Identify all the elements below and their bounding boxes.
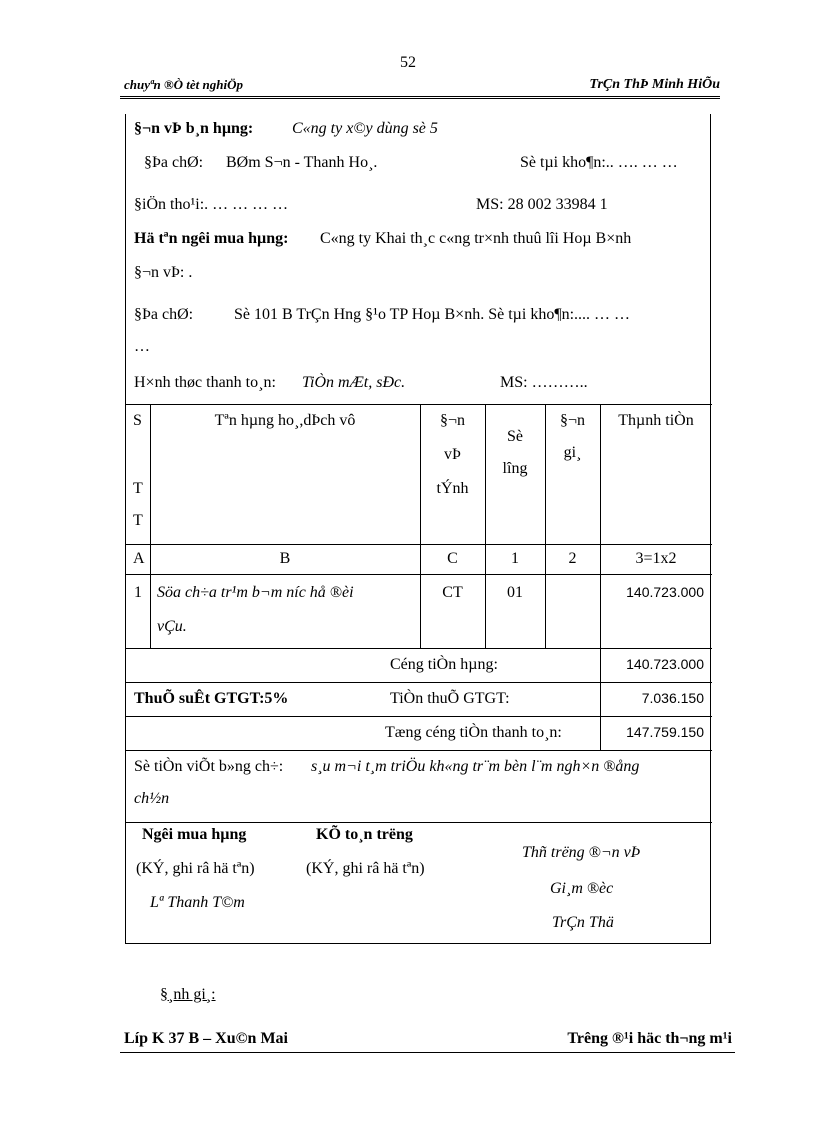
th-qty-2: lîng xyxy=(502,460,528,477)
table-header-line xyxy=(126,544,712,545)
buyer-address-cont: … xyxy=(134,338,150,355)
subtotal-line xyxy=(126,682,712,683)
seller-account: Sè tµi kho¶n:.. …. … … xyxy=(520,154,678,171)
col-divider-stt xyxy=(150,404,151,648)
payment-ms: MS: ……….. xyxy=(500,374,588,391)
header-left: chuyªn ®Ò tèt nghiÖp xyxy=(124,77,243,92)
th-stt-2: T xyxy=(133,480,143,497)
seller-address: BØm S¬n - Thanh Ho¸. xyxy=(226,154,378,171)
row-stt: 1 xyxy=(134,584,142,601)
code-1: 1 xyxy=(511,550,519,567)
buyer-address: Sè 101 B TrÇn Hng §¹o TP Hoµ B×nh. Sè tµi kho¶n:.... … … xyxy=(234,306,631,323)
table-top-line xyxy=(126,404,712,405)
th-unit-3: tÝnh xyxy=(436,480,469,497)
buyer-signature-title: Ngêi mua hµng xyxy=(142,826,247,843)
buyer-name: C«ng ty Khai th¸c c«ng tr×nh thuû lîi Hoµ B×nh xyxy=(320,230,632,247)
code-b: B xyxy=(279,550,291,567)
seller-tax-code: MS: 28 002 33984 1 xyxy=(476,196,608,213)
buyer-address-label: §Þa chØ: xyxy=(134,306,194,323)
vat-label: TiÒn thuÕ GTGT: xyxy=(390,690,510,707)
in-words-2: ch½n xyxy=(134,790,170,807)
th-stt-1: S xyxy=(133,412,142,429)
total-value: 147.759.150 xyxy=(626,724,704,740)
th-unit-1: §¬n xyxy=(439,412,466,429)
code-c: C xyxy=(447,550,458,567)
head-signature-title: Thñ trëng ®¬n vÞ xyxy=(522,844,641,861)
code-a: A xyxy=(133,550,145,567)
vat-rate: ThuÕ suÊt GTGT:5% xyxy=(134,690,289,707)
th-unit-2: vÞ xyxy=(444,446,461,463)
col-divider-name xyxy=(420,404,421,648)
payment-method: TiÒn mÆt, sÐc. xyxy=(302,374,406,391)
vat-line xyxy=(126,716,712,717)
th-name: Tªn hµng ho¸,dÞch vô xyxy=(214,412,356,429)
buyer-signature-note: (KÝ, ghi râ hä tªn) xyxy=(136,860,255,877)
accountant-signature-note: (KÝ, ghi râ hä tªn) xyxy=(306,860,425,877)
code-2: 2 xyxy=(568,550,577,567)
row-amount: 140.723.000 xyxy=(626,584,704,600)
header-divider xyxy=(120,96,720,99)
th-amount: Thµnh tiÒn xyxy=(618,412,694,429)
row-unit: CT xyxy=(442,584,463,601)
buyer-signature-name: Lª Thanh T©m xyxy=(150,894,245,911)
in-words-label: Sè tiÒn viÕt b»ng ch÷: xyxy=(134,758,284,775)
seller-name: C«ng ty x©y dùng sè 5 xyxy=(292,120,438,137)
th-price-1: §¬n xyxy=(559,412,586,429)
table-row-line xyxy=(126,648,712,649)
total-line xyxy=(126,750,712,751)
header-right: TrÇn ThÞ Minh HiÕu xyxy=(589,77,720,92)
th-qty-1: Sè xyxy=(507,428,523,445)
footer-divider xyxy=(120,1052,735,1053)
vat-value: 7.036.150 xyxy=(641,690,704,706)
th-price-2: gi¸ xyxy=(563,444,582,461)
buyer-unit: §¬n vÞ: . xyxy=(134,264,193,281)
buyer-label: Hä tªn ngêi mua hµng: xyxy=(134,230,289,247)
subtotal-label: Céng tiÒn hµng: xyxy=(390,656,498,673)
in-words-1: s¸u m¬i t¸m triÖu kh«ng tr¨m bèn l¨m ngh×n ®ång xyxy=(311,758,640,775)
seller-label: §¬n vÞ b¸n hµng: xyxy=(134,120,254,137)
code-3: 3=1x2 xyxy=(635,550,677,567)
th-stt-3: T xyxy=(133,512,143,529)
payment-label: H×nh thøc thanh to¸n: xyxy=(134,374,276,391)
footer-right: Trêng ®¹i häc th¬ng m¹i xyxy=(567,1030,732,1047)
page-number: 52 xyxy=(400,54,416,71)
head-signature-role: Gi¸m ®èc xyxy=(550,880,614,897)
footer-left: Líp K 37 B – Xu©n Mai xyxy=(124,1030,288,1047)
head-signature-name: TrÇn Thä xyxy=(552,914,614,931)
evaluation-label: §¸nh gi¸: xyxy=(160,986,216,1003)
accountant-signature-title: KÕ to¸n trëng xyxy=(316,826,413,843)
table-code-line xyxy=(126,574,712,575)
words-line xyxy=(126,822,712,823)
seller-phone: §iÖn tho¹i:. … … … … xyxy=(134,196,289,213)
subtotal-value: 140.723.000 xyxy=(626,656,704,672)
row-name-1: Söa ch÷a tr¹m b¬m níc hå ®èi xyxy=(157,584,354,601)
col-divider-qty xyxy=(545,404,546,648)
invoice-box xyxy=(125,114,711,944)
row-name-2: vÇu. xyxy=(157,618,187,635)
row-qty: 01 xyxy=(507,584,523,601)
seller-address-label: §Þa chØ: xyxy=(144,154,204,171)
total-label: Tæng céng tiÒn thanh to¸n: xyxy=(385,724,562,741)
